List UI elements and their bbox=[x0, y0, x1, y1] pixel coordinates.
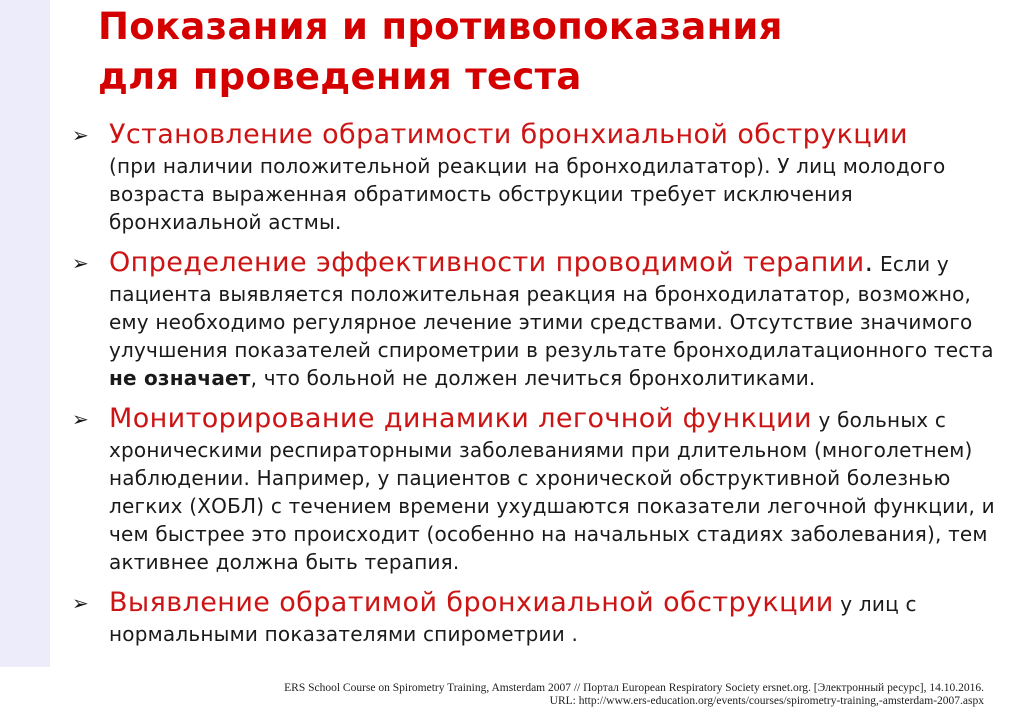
item-text-before: Если у пациента выявляется положительная реакция на бронходилататор, возможно, ему необходимо регулярное лечение этими средствами. Отсутствие значимого улучшения показателей спирометрии в результате бронходилатационного теста bbox=[109, 252, 994, 362]
list-item-body bbox=[109, 586, 1002, 648]
list-item-body bbox=[109, 118, 1002, 236]
item-heading: Мониторирование динамики легочной функции bbox=[109, 403, 812, 434]
slide-title bbox=[98, 2, 783, 102]
list-item-reversibility bbox=[72, 118, 1002, 236]
source-citation bbox=[284, 682, 984, 708]
item-text-bold: не означает bbox=[109, 366, 251, 390]
list-item-therapy-efficacy bbox=[72, 246, 1002, 392]
list-item-body bbox=[109, 246, 1002, 392]
arrow-bullet-icon: ➢ bbox=[72, 123, 89, 147]
item-text: у больных с хроническими респираторными заболеваниями при длительном (многолетнем) наблюдении. Например, у пациентов с хронической обструктивной болезнью легких (ХОБЛ) с течением времени ухудшаются показатели легочной функции, и чем быстрее это происходит (особенно на начальных стадиях заболевания), тем активнее должна быть терапия. bbox=[109, 408, 995, 574]
arrow-bullet-icon: ➢ bbox=[72, 591, 89, 615]
title-line-1: Показания и противопоказания bbox=[98, 5, 783, 48]
item-text: (при наличии положительной реакции на бронходилататор). У лиц молодого возраста выраженная обратимость обструкции требует исключения бронхиальной астмы. bbox=[109, 154, 946, 234]
list-item-detection bbox=[72, 586, 1002, 648]
item-heading: Выявление обратимой бронхиальной обструкции bbox=[109, 587, 834, 618]
item-heading: Установление обратимости бронхиальной обструкции bbox=[109, 119, 908, 150]
list-item-monitoring bbox=[72, 402, 1002, 576]
indications-list bbox=[72, 118, 1002, 658]
citation-line-1: ERS School Course on Spirometry Training, Amsterdam 2007 // Портал European Respiratory Society ersnet.org. [Электронный ресурс], 14.10.2016. bbox=[284, 682, 984, 694]
item-heading: Определение эффективности проводимой терапии bbox=[109, 247, 865, 278]
item-text: у лиц с нормальными показателями спирометрии . bbox=[109, 592, 917, 646]
item-heading-punct: . bbox=[864, 247, 874, 278]
citation-url: URL: http://www.ers-education.org/events/courses/spirometry-training,-amsterdam-2007.aspx bbox=[549, 695, 984, 707]
left-decorative-bar bbox=[0, 0, 50, 667]
title-line-2: для проведения теста bbox=[98, 55, 582, 98]
item-text-after: , что больной не должен лечиться бронхолитиками. bbox=[250, 366, 816, 390]
arrow-bullet-icon: ➢ bbox=[72, 407, 89, 431]
arrow-bullet-icon: ➢ bbox=[72, 251, 89, 275]
list-item-body bbox=[109, 402, 1002, 576]
